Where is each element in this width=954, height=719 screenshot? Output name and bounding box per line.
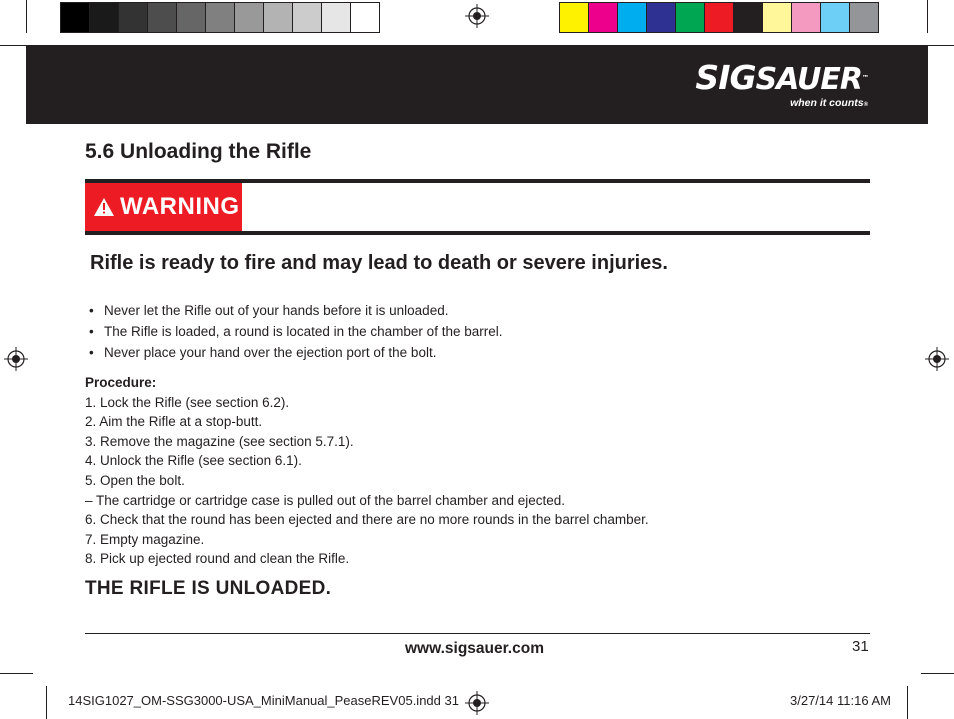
procedure-step: 1. Lock the Rifle (see section 6.2). [85,394,290,410]
registration-mark-icon [4,347,28,371]
color-swatch [733,2,763,33]
warning-triangle-icon [93,197,115,217]
registration-mark-icon [465,4,489,28]
color-swatch [89,2,119,33]
procedure-step: 4. Unlock the Rifle (see section 6.1). [85,453,302,469]
page-number: 31 [852,638,869,655]
crop-mark [0,673,33,674]
slug-filename: 14SIG1027_OM-SSG3000-USA_MiniManual_PeaseREV05.indd 31 [68,693,459,708]
warning-label: WARNING [120,193,240,220]
color-swatch [762,2,792,33]
unloaded-conclusion: THE RIFLE IS UNLOADED. [85,578,332,599]
color-swatch [617,2,647,33]
color-swatch [704,2,734,33]
logo-sig-text: SIG [695,58,756,97]
warning-message: Rifle is ready to fire and may lead to death or severe injuries. [90,252,668,274]
section-title: 5.6 Unloading the Rifle [85,140,312,163]
header-band [26,45,928,124]
crop-mark [907,686,908,719]
registration-mark-icon [465,691,489,715]
procedure-step: 3. Remove the magazine (see section 5.7.1). [85,433,354,449]
color-swatch [588,2,618,33]
list-item: • Never place your hand over the ejection port of the bolt. [89,342,502,363]
color-swatch [147,2,177,33]
procedure-step: 6. Check that the round has been ejected and there are no more rounds in the barrel chamber. [85,512,649,528]
procedure-block [85,373,649,569]
color-swatch [118,2,148,33]
crop-mark [46,686,47,719]
crop-mark [921,673,954,674]
color-swatch [321,2,351,33]
color-swatch [820,2,850,33]
crop-mark [927,0,928,33]
color-swatch [205,2,235,33]
color-swatch [60,2,90,33]
list-item: • The Rifle is loaded, a round is located in the chamber of the barrel. [89,321,502,342]
color-swatch [292,2,322,33]
slug-date: 3/27/14 11:16 AM [790,693,891,708]
warning-rule-bottom [85,231,870,235]
color-swatch [263,2,293,33]
color-swatch [675,2,705,33]
color-swatch [646,2,676,33]
gray-color-bar [60,0,379,33]
registration-mark-icon [925,347,949,371]
color-swatch [559,2,589,33]
footer-url-link[interactable]: www.sigsauer.com [405,640,544,657]
procedure-step: – The cartridge or cartridge case is pulled out of the barrel chamber and ejected. [85,492,566,508]
color-swatch [350,2,380,33]
color-swatch [176,2,206,33]
warning-label-box [85,183,242,231]
sig-sauer-logo: SIGSAUER™ when it counts® [695,58,868,109]
footer-rule [85,633,870,634]
list-item: • Never let the Rifle out of your hands before it is unloaded. [89,300,502,321]
procedure-step: 2. Aim the Rifle at a stop-butt. [85,414,263,430]
color-swatch [791,2,821,33]
color-swatch [234,2,264,33]
color-swatch [849,2,879,33]
warning-bullet-list [89,300,502,363]
procedure-step: 8. Pick up ejected round and clean the Rifle. [85,551,350,567]
procedure-step: 5. Open the bolt. [85,472,185,488]
crop-mark [26,0,27,33]
logo-sauer-text: SAUER [755,62,862,97]
process-color-bar [559,0,878,33]
procedure-step: 7. Empty magazine. [85,531,205,547]
logo-tagline: when it counts [790,97,864,109]
procedure-heading: Procedure: [85,375,157,390]
